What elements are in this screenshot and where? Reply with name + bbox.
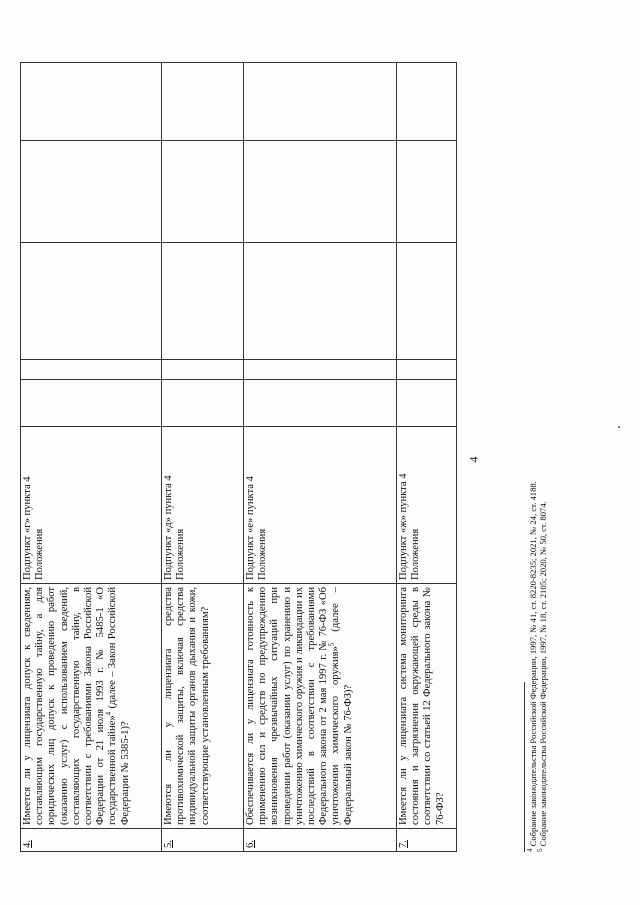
table-row [397, 63, 457, 852]
reference-cell: Подпункт «д» пункта 4 Положения [162, 427, 244, 584]
answer-cell [244, 380, 397, 427]
checklist-table [20, 62, 457, 852]
question-cell: Обеспечивается ли у лицензиата готовность к применению сил и средств по предупреждению возникновения чрезвычайных ситуаций при проведении работ (оказании услуг) по хранению и уничтожению химического оружия и ликвидации их последствий в соответствии с требованиями Федерального закона от 2 мая 1997 г. № 76-ФЗ «Об уничтожении химического оружия»$^5$ (далее – Федеральный закон № 76-ФЗ)? [244, 584, 397, 829]
question-cell: Имеются ли у лицензиата средства противохимической защиты, включая средства индивидуальной защиты органов дыхания и кожи, соответствующие установленным требованиям? [162, 584, 244, 829]
notes-cell [397, 63, 457, 141]
answer-cell [397, 141, 457, 243]
answer-cell [21, 243, 162, 360]
footnotes [524, 252, 548, 852]
footnote-ref: 4 [104, 711, 113, 716]
table-row [21, 63, 162, 852]
answer-cell [397, 360, 457, 380]
answer-cell [21, 360, 162, 380]
table-row [162, 63, 244, 852]
answer-cell [21, 141, 162, 243]
answer-cell [244, 360, 397, 380]
answer-cell [244, 141, 397, 243]
row-number: 6. [244, 829, 397, 852]
reference-cell: Подпункт «е» пункта 4 Положения [244, 427, 397, 584]
scan-speck [618, 426, 620, 428]
footnote-divider [524, 682, 525, 852]
notes-cell [21, 63, 162, 141]
answer-cell [244, 243, 397, 360]
row-number: 5. [162, 829, 244, 852]
rotated-sheet [20, 62, 560, 852]
row-number: 4. [21, 829, 162, 852]
answer-cell [397, 380, 457, 427]
answer-cell [21, 380, 162, 427]
table-row [244, 63, 397, 852]
page-number: 4 [466, 456, 481, 463]
answer-cell [162, 360, 244, 380]
footnote: $^5$ Собрание законодательства Российской Федерации, 1997, № 18, ст. 2105; 2020, № 50, ст. 8074. [536, 501, 548, 852]
footnote-ref: 5 [327, 642, 336, 647]
answer-cell [162, 141, 244, 243]
notes-cell [244, 63, 397, 141]
answer-cell [162, 380, 244, 427]
answer-cell [397, 243, 457, 360]
row-number: 7. [397, 829, 457, 852]
answer-cell [162, 243, 244, 360]
notes-cell [162, 63, 244, 141]
reference-cell: Подпункт «г» пункта 4 Положения [21, 427, 162, 584]
footnote: $^4$ Собрание законодательства Российской Федерации, 1997, № 41, ст. 8220-8235; 2021, № 24, ст. 4188. [526, 481, 538, 852]
question-cell: Имеется ли у лицензиата допуск к сведениям, составляющим государственную тайну, а для юридических лиц допуск к проведению работ (оказанию услуг) с использованием сведений, составляющих государственную тайну, в соответствии с требованиями Закона Российской Федерации от 21 июля 1993 г. № 5485-1 «О государственной тайне»$^4$ (далее – Закон Российской Федерации № 5385-1)? [21, 584, 162, 829]
reference-cell: Подпункт «ж» пункта 4 Положения [397, 427, 457, 584]
question-cell: Имеется ли у лицензиата система мониторинга состояния и загрязнения окружающей среды в соответствии со статьей 12 Федерального закона № 76-ФЗ? [397, 584, 457, 829]
